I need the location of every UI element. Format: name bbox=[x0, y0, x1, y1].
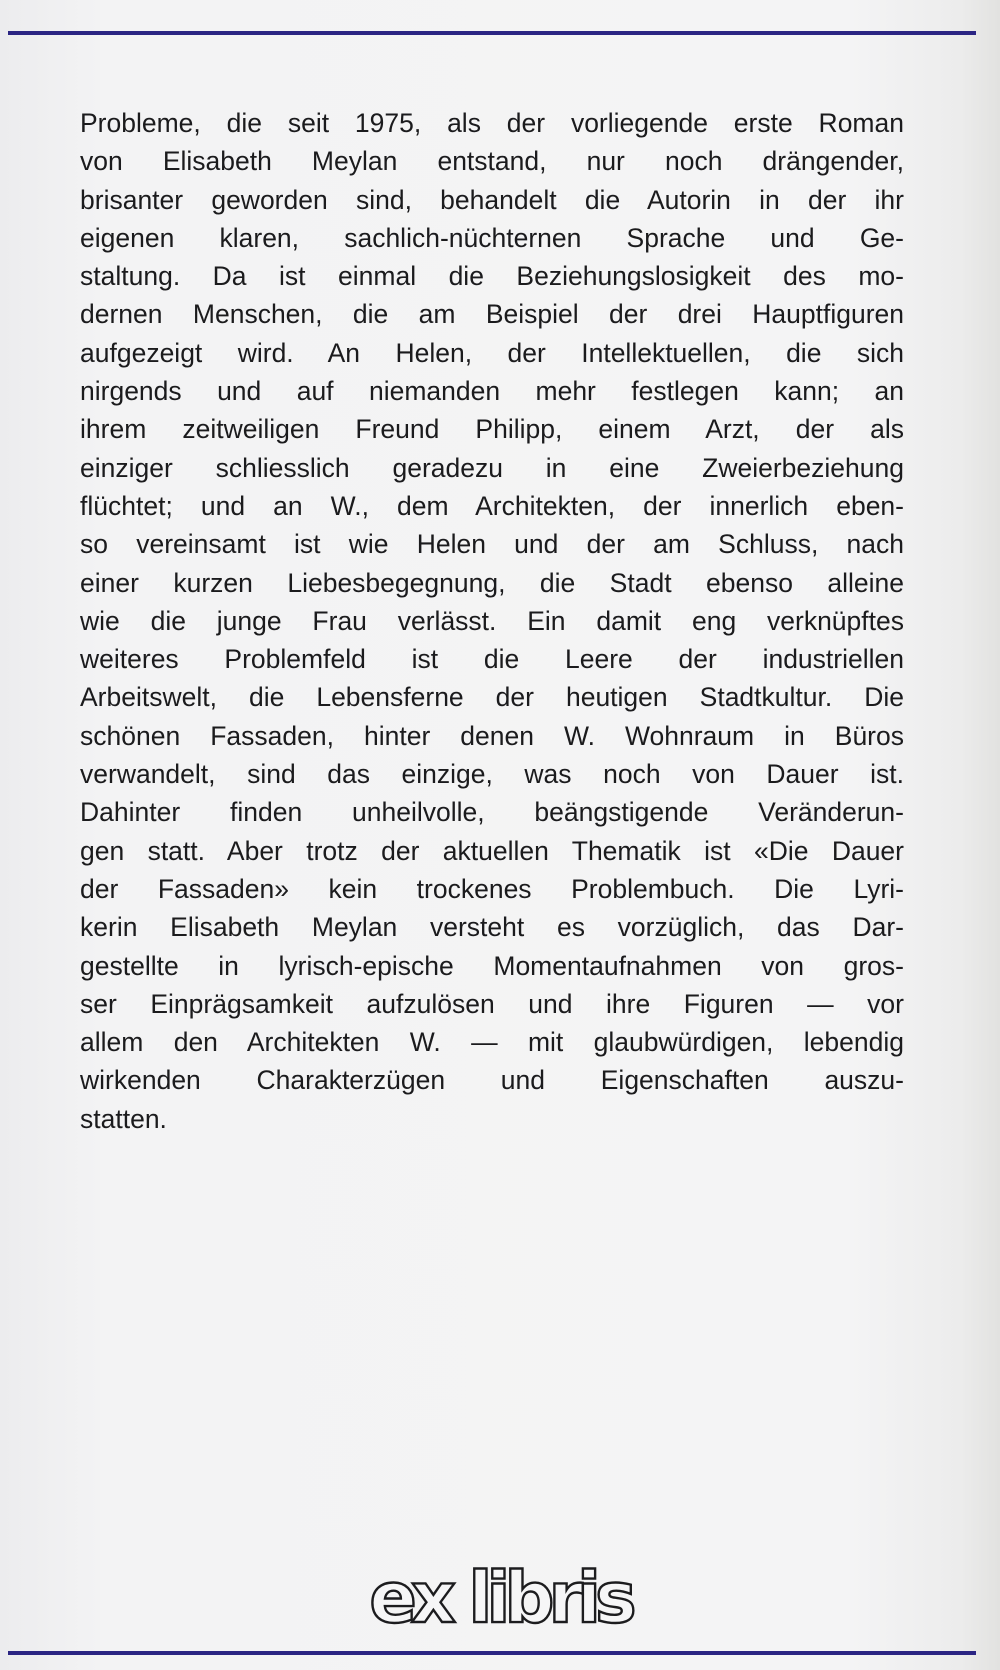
top-blue-rule bbox=[8, 31, 976, 35]
publisher-logo bbox=[350, 1552, 650, 1644]
blurb-line: eigenen klaren, sachlich-nüchternen Sprache und Ge- bbox=[80, 222, 904, 253]
blurb-line: statten. bbox=[80, 1103, 167, 1134]
blurb-line: brisanter geworden sind, behandelt die Autorin in der ihr bbox=[80, 184, 904, 215]
blurb-line: schönen Fassaden, hinter denen W. Wohnraum in Büros bbox=[80, 720, 904, 751]
blurb-text bbox=[80, 104, 904, 1138]
blurb-line: einziger schliesslich geradezu in eine Zweierbeziehung bbox=[80, 452, 904, 483]
blurb-line: der Fassaden» kein trockenes Problembuch. Die Lyri- bbox=[80, 873, 904, 904]
blurb-line: flüchtet; und an W., dem Architekten, der innerlich eben- bbox=[80, 490, 904, 521]
blurb-line: einer kurzen Liebesbegegnung, die Stadt ebenso alleine bbox=[80, 567, 904, 598]
blurb-line: nirgends und auf niemanden mehr festlegen kann; an bbox=[80, 376, 904, 407]
blurb-line: verwandelt, sind das einzige, was noch von Dauer ist. bbox=[80, 759, 904, 790]
blurb-line: ihrem zeitweiligen Freund Philipp, einem Arzt, der als bbox=[80, 414, 904, 445]
blurb-line: allem den Architekten W. — mit glaubwürdigen, lebendig bbox=[80, 1027, 904, 1058]
blurb-line: kerin Elisabeth Meylan versteht es vorzüglich, das Dar- bbox=[80, 912, 904, 943]
bottom-blue-rule bbox=[8, 1651, 976, 1655]
blurb-line: wirkenden Charakterzügen und Eigenschaften auszu- bbox=[80, 1065, 904, 1096]
blurb-line: gestellte in lyrisch-epische Momentaufnahmen von gros- bbox=[80, 950, 904, 981]
blurb-line: Dahinter finden unheilvolle, beängstigende Veränderun- bbox=[80, 797, 904, 828]
blurb-line: wie die junge Frau verlässt. Ein damit eng verknüpftes bbox=[80, 605, 904, 636]
blurb-line: so vereinsamt ist wie Helen und der am Schluss, nach bbox=[80, 529, 904, 560]
blurb-line: weiteres Problemfeld ist die Leere der industriellen bbox=[80, 644, 904, 675]
blurb-line: aufgezeigt wird. An Helen, der Intellektuellen, die sich bbox=[80, 337, 904, 368]
blurb-line: dernen Menschen, die am Beispiel der drei Hauptfiguren bbox=[80, 299, 904, 330]
blurb-line: Probleme, die seit 1975, als der vorliegende erste Roman bbox=[80, 108, 904, 138]
blurb-line: staltung. Da ist einmal die Beziehungslosigkeit des mo- bbox=[80, 261, 904, 292]
blurb-line: ser Einprägsamkeit aufzulösen und ihre Figuren — vor bbox=[80, 988, 904, 1019]
publisher-logo-text: ex libris bbox=[369, 1557, 631, 1639]
blurb-line: gen statt. Aber trotz der aktuellen Thematik ist «Die Dauer bbox=[80, 835, 904, 866]
blurb-line: Arbeitswelt, die Lebensferne der heutigen Stadtkultur. Die bbox=[80, 682, 904, 713]
blurb-line: von Elisabeth Meylan entstand, nur noch drängender, bbox=[80, 146, 904, 177]
